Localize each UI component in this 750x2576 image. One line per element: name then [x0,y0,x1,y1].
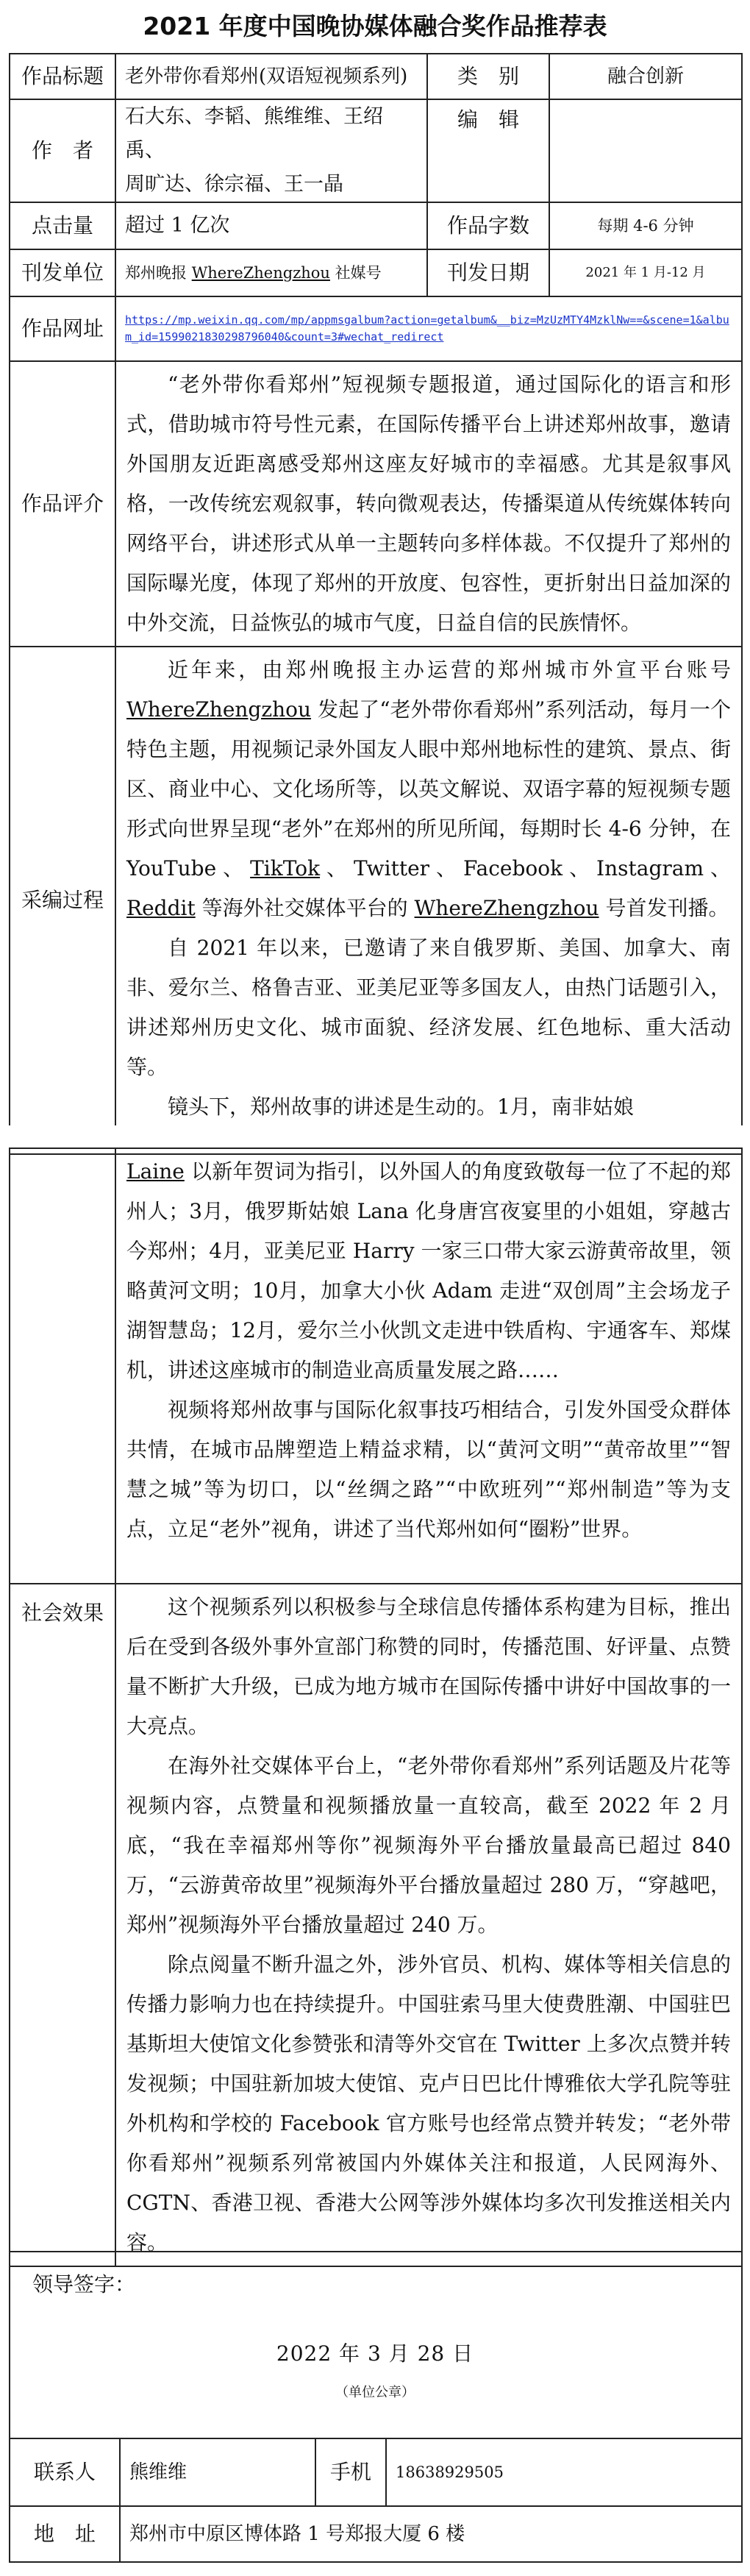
contact-label: 联系人 [10,2438,120,2506]
pub-date-value: 2021 年 1 月-12 月 [549,249,742,296]
unit-stamp-note: （单位公章） [335,2385,415,2400]
process-p1-c: 、Twitter、Facebook、Instagram、 [320,856,731,880]
contact-value: 熊维维 [120,2438,315,2506]
process-paragraph-2: 自 2021 年以来，已邀请了来自俄罗斯、美国、加拿大、南非、爱尔兰、格鲁吉亚、亚美尼亚等多国友人，由热门话题引入，讲述郑州历史文化、城市面貌、经济发展、红色地标、重大活动等。 [126,936,731,1079]
process-paragraph-1 [126,650,731,928]
effect-paragraph-2: 在海外社交媒体平台上，“老外带你看郑州”系列话题及片花等视频内容，点赞量和视频播放量一直较高，截至 2022 年 2 月底，“我在幸福郑州等你”视频海外平台播放量最高已超过 840 万，“云游黄帝故里”视频海外平台播放量超过 280 万，“穿越吧，郑州”视频海外平台播放量超过 240 万。 [126,1754,731,1937]
phone-label: 手机 [315,2438,386,2506]
author-label: 作 者 [10,99,115,202]
publisher-value [115,249,427,296]
process-p4-laine: Laine [126,1159,185,1184]
address-value: 郑州市中原区博体路 1 号郑报大厦 6 楼 [120,2506,742,2562]
publisher-label: 刊发单位 [10,249,115,296]
publisher-account: WhereZhengzhou [191,264,330,282]
process-paragraph-5: 视频将郑州故事与国际化叙事技巧相结合，引发外国受众群体共情，在城市品牌塑造上精益求精，以“黄河文明”“黄帝故里”“智慧之城”等为切口，以“丝绸之路”“中欧班列”“郑州制造”等为支点，立足“老外”视角，讲述了当代郑州如何“圈粉”世界。 [126,1398,731,1541]
process-text-page-2 [115,1148,742,1584]
clicks-label: 点击量 [10,202,115,249]
document-title: 2021 年度中国晚协媒体融合奖作品推荐表 [143,12,607,40]
editor-value [549,99,742,202]
evaluation-text [115,361,742,647]
process-p1-account2: WhereZhengzhou [414,896,599,920]
category-label: 类 别 [427,54,549,99]
effect-label: 社会效果 [10,1584,115,2266]
url-label: 作品网址 [10,296,115,361]
process-p1-reddit: Reddit [126,896,196,920]
pub-date-label: 刊发日期 [427,249,549,296]
author-line-1: 石大东、李韬、熊维维、王绍禹、 [125,105,383,162]
process-p1-a: 近年来，由郑州晚报主办运营的郑州城市外宣平台账号 [168,658,731,682]
process-text-page-1 [115,647,742,1154]
effect-paragraph-1: 这个视频系列以积极参与全球信息传播体系构建为目标，推出后在受到各级外事外宣部门称赞的同时，传播范围、好评量、点赞量不断扩大升级，已成为地方城市在国际传播中讲好中国故事的一大亮点。 [126,1595,731,1738]
phone-value: 18638929505 [386,2438,742,2506]
process-p4-text: 以新年贺词为指引，以外国人的角度致敬每一位了不起的郑州人；3月，俄罗斯姑娘 Lana 化身唐宫夜宴里的小姐姐，穿越古今郑州；4月，亚美尼亚 Harry 一家三口带大家云游黄帝故里，领略黄河文明；10月，加拿大小伙 Adam 走进“双创周”主会场龙子湖智慧岛；12月，爱尔兰小伙凯文走进中铁盾构、宇通客车、郑煤机，讲述这座城市的制造业高质量发展之路…… [126,1159,731,1382]
author-line-2: 周旷达、徐宗福、王一晶 [125,173,343,196]
leader-signature-label: 领导签字： [32,2272,136,2296]
evaluation-label: 作品评介 [10,361,115,647]
effect-paragraph-3: 除点阅量不断升温之外，涉外官员、机构、媒体等相关信息的传播力影响力也在持续提升。中国驻索马里大使费胜潮、中国驻巴基斯坦大使馆文化参赞张和清等外交官在 Twitter 上多次点赞并转发视频；中国驻新加坡大使馆、克卢日巴比什博雅依大学孔院等驻外机构和学校的 Facebook 官方账号也经常点赞并转发；“老外带你看郑州”视频系列常被国内外媒体关注和报道，人民网海外、CGTN、香港卫视、香港大公网等涉外媒体均多次刊发推送相关内容。 [126,1952,731,2255]
process-label-continued [10,1148,115,1584]
evaluation-paragraph: “老外带你看郑州”短视频专题报道，通过国际化的语言和形式，借助城市符号性元素，在国际传播平台上讲述郑州故事，邀请外国朋友近距离感受郑州这座友好城市的幸福感。尤其是叙事风格，一改传统宏观叙事，转向微观表达，传播渠道从传统媒体转向网络平台，讲述形式从单一主题转向多样体裁。不仅提升了郑州的国际曝光度，体现了郑州的开放度、包容性，更折射出日益加深的中外交流，日益恢弘的城市气度，日益自信的民族情怀。 [126,372,731,635]
category-value: 融合创新 [549,54,742,99]
process-p1-e: 号首发刊播。 [599,896,729,920]
recommendation-form-page-1 [9,53,743,1155]
work-url-link[interactable]: https://mp.weixin.qq.com/mp/appmsgalbum?action=getalbum&__biz=MzUzMTY4MzklNw==&scene=1&album_id=1599021830298796040&count=3#wechat_redirect [115,296,742,361]
process-p1-b: 发起了“老外带你看郑州”系列活动，每月一个特色主题，用视频记录外国友人眼中郑州地标性的建筑、景点、街区、商业中心、文化场所等，以英文解说、双语字幕的短视频专题形式向世界呈现“老外”在郑州的所见所闻，每期时长 4-6 分钟，在 YouTube、 [126,697,731,880]
process-p1-tiktok: TikTok [250,856,321,880]
address-label: 地 址 [10,2506,120,2562]
work-title-label: 作品标题 [10,54,115,99]
signature-date: 2022 年 3 月 28 日 [276,2341,474,2366]
effect-text [115,1584,742,2266]
work-title-value: 老外带你看郑州(双语短视频系列) [115,54,427,99]
publisher-prefix: 郑州晚报 [125,264,192,282]
page-break [0,1125,750,1148]
word-count-value: 每期 4-6 分钟 [549,202,742,249]
word-count-label: 作品字数 [427,202,549,249]
process-paragraph-4 [126,1152,731,1390]
author-value [115,99,427,202]
recommendation-form-page-2 [9,1148,743,2267]
process-paragraph-3: 镜头下，郑州故事的讲述是生动的。1月，南非姑娘 [168,1095,634,1119]
editor-label: 编 辑 [427,99,549,202]
process-p1-d: 等海外社交媒体平台的 [195,896,415,920]
process-p1-account: WhereZhengzhou [126,697,312,722]
process-label: 采编过程 [10,647,115,1154]
clicks-value: 超过 1 亿次 [115,202,427,249]
publisher-suffix: 社媒号 [329,264,382,282]
